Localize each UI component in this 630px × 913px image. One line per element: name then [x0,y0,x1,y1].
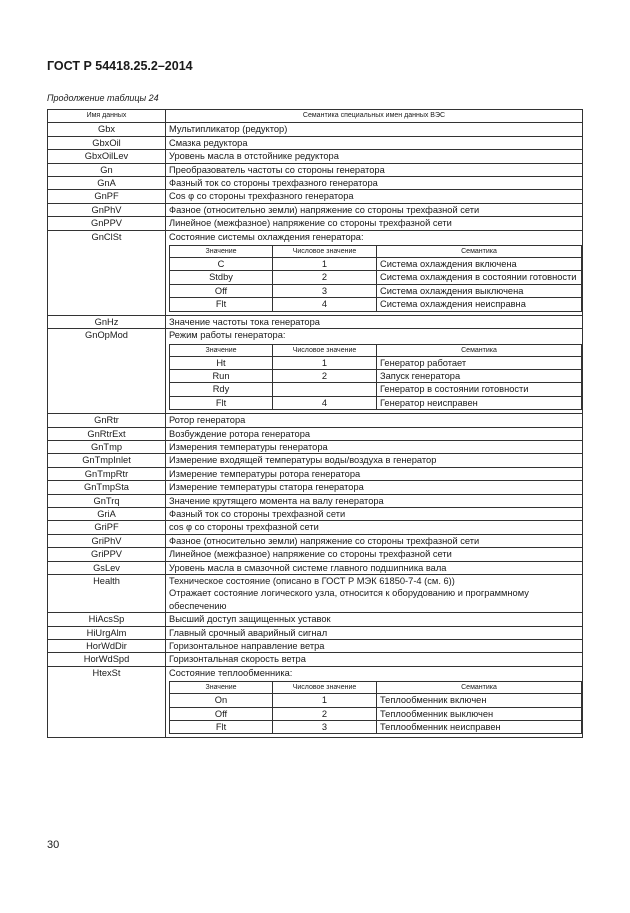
semantics-text: cos φ со стороны трехфазной сети [169,522,319,533]
semantics-cell [166,190,583,203]
subtable-meaning: Теплообменник неисправен [377,721,582,734]
table-row [48,467,583,480]
semantics-cell [166,454,583,467]
data-name-cell: GriPPV [48,548,166,561]
subtable-value: C [170,258,273,271]
table-row [48,217,583,230]
table-row [48,575,583,613]
column-header-name: Имя данных [48,110,166,123]
subtable-meaning: Система охлаждения включена [377,258,582,271]
subtable-header-row [170,246,582,258]
subtable-row [170,694,582,707]
subtable-header-value: Значение [170,682,273,694]
semantics-text: Возбуждение ротора генератора [169,428,311,439]
subtable-value: Flt [170,298,273,311]
semantics-cell [166,666,583,738]
subtable-row [170,369,582,382]
subtable-numeric-value: 4 [273,396,377,409]
semantics-cell [166,440,583,453]
semantics-cell [166,548,583,561]
value-subtable [169,245,582,312]
table-row [48,203,583,216]
subtable-value: Off [170,284,273,297]
semantics-text: Cos φ со стороны трехфазного генератора [169,191,354,202]
data-name-cell: GnTmpInlet [48,454,166,467]
semantics-cell [166,217,583,230]
semantics-cell [166,163,583,176]
subtable-numeric-value: 1 [273,694,377,707]
semantics-cell [166,481,583,494]
data-name-cell: GnA [48,177,166,190]
semantics-text: Преобразователь частоты со стороны генератора [169,164,385,175]
subtable-meaning: Система охлаждения неисправна [377,298,582,311]
semantics-cell [166,561,583,574]
data-name-cell: GnTmp [48,440,166,453]
subtable-row [170,271,582,284]
data-name-cell: GnRtr [48,414,166,427]
table-row [48,494,583,507]
semantics-text: Горизонтальная скорость ветра [169,654,306,665]
semantics-text: Высший доступ защищенных уставок [169,614,331,625]
semantics-cell [166,329,583,414]
table-row [48,123,583,136]
subtable-value: Off [170,707,273,720]
data-name-cell: HorWdSpd [48,653,166,666]
subtable-header-numeric: Числовое значение [273,682,377,694]
semantics-text: Ротор генератора [169,415,246,426]
semantics-text: Значение крутящего момента на валу генератора [169,495,384,506]
semantics-text: Измерение температуры ротора генератора [169,468,361,479]
subtable-header-numeric: Числовое значение [273,246,377,258]
semantics-cell [166,136,583,149]
table-row [48,190,583,203]
semantics-text: Измерения температуры генератора [169,441,328,452]
data-name-cell: GnPF [48,190,166,203]
data-name-cell: Health [48,575,166,613]
semantics-text: Состояние системы охлаждения генератора: [169,231,364,242]
table-row [48,440,583,453]
data-name-cell: GnHz [48,315,166,328]
subtable-value: Flt [170,721,273,734]
subtable-numeric-value [273,383,377,396]
value-subtable [169,344,582,411]
data-name-cell: HiUrgAlm [48,626,166,639]
semantics-text: Фазный ток со стороны трехфазной сети [169,508,346,519]
table-row [48,315,583,328]
semantics-cell [166,427,583,440]
semantics-text: Значение частоты тока генератора [169,316,320,327]
semantics-cell [166,626,583,639]
page-number: 30 [47,839,60,851]
data-name-cell: GnTmpRtr [48,467,166,480]
table-row [48,163,583,176]
subtable-row [170,707,582,720]
table-row [48,626,583,639]
subtable-header-row [170,344,582,356]
subtable-numeric-value: 1 [273,356,377,369]
semantics-cell [166,315,583,328]
data-name-cell: Gn [48,163,166,176]
subtable-value: Ht [170,356,273,369]
data-name-cell: GriPhV [48,534,166,547]
semantics-cell [166,521,583,534]
semantics-text: Состояние теплообменника: [169,667,293,678]
table-row [48,666,583,738]
data-name-cell: GbxOil [48,136,166,149]
data-name-cell: HorWdDir [48,640,166,653]
data-name-cell: GnTmpSta [48,481,166,494]
value-subtable [169,681,582,734]
subtable-row [170,284,582,297]
table-row [48,150,583,163]
table-row [48,230,583,315]
data-name-cell: GnOpMod [48,329,166,414]
subtable-meaning: Система охлаждения выключена [377,284,582,297]
subtable-meaning: Теплообменник выключен [377,707,582,720]
data-name-cell: GnPPV [48,217,166,230]
semantics-text: Режим работы генератора: [169,330,286,341]
semantics-text: Отражает состояние логического узла, относится к оборудованию и программному обеспечению [169,588,529,611]
subtable-header-value: Значение [170,246,273,258]
subtable-header-value: Значение [170,344,273,356]
data-name-cell: Gbx [48,123,166,136]
subtable-numeric-value: 3 [273,721,377,734]
subtable-row [170,396,582,409]
subtable-value: Run [170,369,273,382]
semantics-text: Линейное (межфазное) напряжение со стороны трехфазной сети [169,218,452,229]
data-name-cell: GsLev [48,561,166,574]
semantics-cell [166,150,583,163]
subtable-row [170,298,582,311]
semantics-cell [166,203,583,216]
data-name-cell: GnClSt [48,230,166,315]
subtable-numeric-value: 2 [273,369,377,382]
subtable-meaning: Генератор в состоянии готовности [377,383,582,396]
table-row [48,534,583,547]
subtable-meaning: Система охлаждения в состоянии готовности [377,271,582,284]
table-row [48,653,583,666]
data-name-cell: GriA [48,507,166,520]
semantics-text: Смазка редуктора [169,137,248,148]
table-row [48,414,583,427]
subtable-header-meaning: Семантика [377,344,582,356]
semantics-cell [166,123,583,136]
semantics-text: Фазный ток со стороны трехфазного генератора [169,178,378,189]
data-name-cell: HiAcsSp [48,613,166,626]
data-name-cell: GnTrq [48,494,166,507]
semantics-text: Мультипликатор (редуктор) [169,124,288,135]
semantics-text: Фазное (относительно земли) напряжение со стороны трехфазной сети [169,204,480,215]
semantics-cell [166,640,583,653]
subtable-row [170,356,582,369]
column-header-semantics: Семантика специальных имен данных ВЭС [166,110,583,123]
data-name-cell: GnPhV [48,203,166,216]
table-row [48,561,583,574]
subtable-value: Rdy [170,383,273,396]
semantics-text: Главный срочный аварийный сигнал [169,627,328,638]
subtable-numeric-value: 2 [273,707,377,720]
semantics-cell [166,653,583,666]
semantics-cell [166,467,583,480]
subtable-header-numeric: Числовое значение [273,344,377,356]
table-row [48,329,583,414]
table-row [48,136,583,149]
table-row [48,427,583,440]
subtable-meaning: Генератор неисправен [377,396,582,409]
semantics-cell [166,494,583,507]
semantics-text: Измерение входящей температуры воды/воздуха в генератор [169,455,437,466]
subtable-numeric-value: 3 [273,284,377,297]
subtable-meaning: Запуск генератора [377,369,582,382]
subtable-value: Flt [170,396,273,409]
semantics-cell [166,534,583,547]
data-names-table [47,109,583,738]
semantics-text: Техническое состояние (описано в ГОСТ Р МЭК 61850-7-4 (см. 6)) [169,576,455,586]
table-row [48,177,583,190]
subtable-header-meaning: Семантика [377,246,582,258]
table-row [48,613,583,626]
subtable-numeric-value: 4 [273,298,377,311]
subtable-header-meaning: Семантика [377,682,582,694]
subtable-header-row [170,682,582,694]
subtable-row [170,258,582,271]
semantics-cell [166,177,583,190]
table-row [48,548,583,561]
table-row [48,640,583,653]
semantics-text: Фазное (относительно земли) напряжение со стороны трехфазной сети [169,535,480,546]
semantics-text: Горизонтальное направление ветра [169,641,325,652]
table-caption: Продолжение таблицы 24 [47,93,159,103]
data-name-cell: HtexSt [48,666,166,738]
semantics-text: Линейное (межфазное) напряжение со стороны трехфазной сети [169,549,452,560]
subtable-row [170,721,582,734]
semantics-cell [166,507,583,520]
semantics-cell [166,414,583,427]
subtable-numeric-value: 2 [273,271,377,284]
document-code: ГОСТ Р 54418.25.2–2014 [47,59,193,73]
subtable-row [170,383,582,396]
subtable-meaning: Генератор работает [377,356,582,369]
semantics-cell [166,575,583,613]
semantics-text: Уровень масла в отстойнике редуктора [169,151,339,162]
subtable-value: Stdby [170,271,273,284]
table-row [48,454,583,467]
semantics-cell [166,613,583,626]
table-header-row [48,110,583,123]
table-row [48,507,583,520]
subtable-value: On [170,694,273,707]
table-row [48,521,583,534]
subtable-meaning: Теплообменник включен [377,694,582,707]
subtable-numeric-value: 1 [273,258,377,271]
semantics-text: Измерение температуры статора генератора [169,482,364,493]
data-name-cell: GnRtrExt [48,427,166,440]
table-row [48,481,583,494]
data-name-cell: GriPF [48,521,166,534]
data-name-cell: GbxOilLev [48,150,166,163]
semantics-text: Уровень масла в смазочной системе главного подшипника вала [169,562,447,573]
semantics-cell [166,230,583,315]
